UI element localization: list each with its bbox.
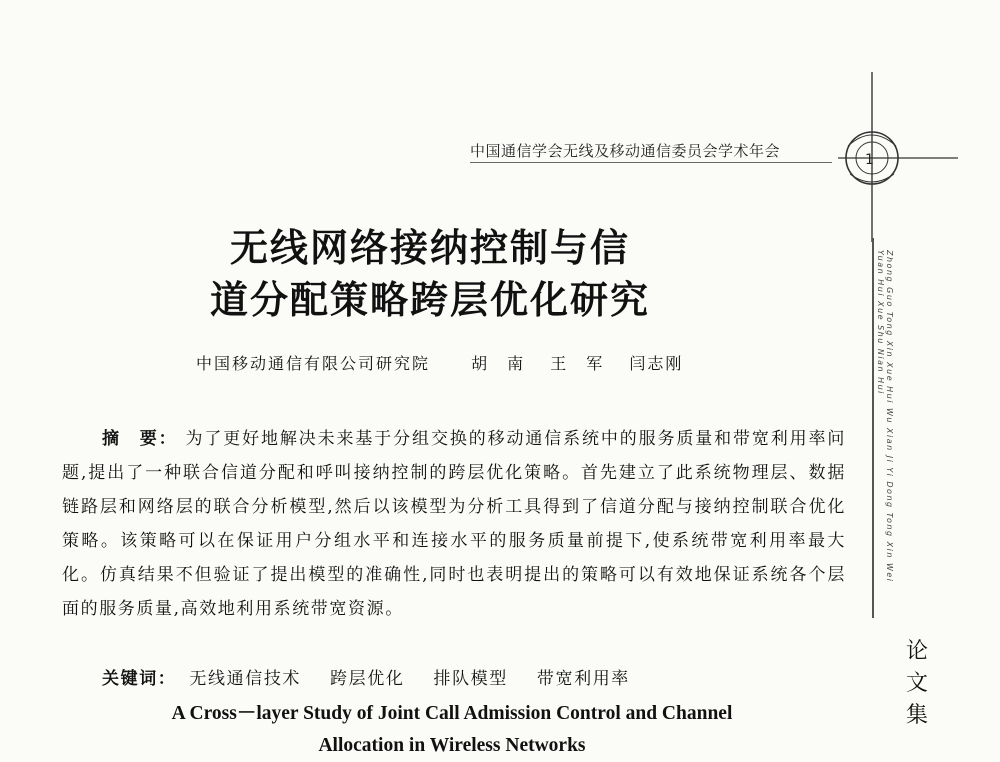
- keywords: [102, 664, 802, 689]
- author-name: 胡 南: [471, 354, 526, 373]
- side-label-char: 集: [905, 703, 928, 728]
- abstract-label: 摘 要：: [102, 429, 178, 449]
- abstract-text: 为了更好地解决未来基于分组交换的移动通信系统中的服务质量和带宽利用率问题,提出了一种联合信道分配和呼叫接纳控制的跨层优化策略。首先建立了此系统物理层、数据链路层和网络层的联合分析模型,然后以该模型为分析工具得到了信道分配与接纳控制联合优化策略。该策略可以在保证用户分组水平和连接水平的服务质量前提下,使系统带宽利用率最大化。仿真结果不但验证了提出模型的准确性,同时也表明提出的策略可以有效地保证系统各个层面的服务质量,高效地利用系统带宽资源。: [62, 429, 846, 619]
- conference-name: 中国通信学会无线及移动通信委员会学术年会: [470, 142, 781, 160]
- side-label: [900, 636, 934, 732]
- affiliation: 中国移动通信有限公司研究院: [196, 354, 431, 373]
- paper-title-line-1: 无线网络接纳控制与信: [229, 226, 630, 270]
- author-name: 王 军: [550, 354, 605, 373]
- conference-emblem-icon: [838, 72, 958, 242]
- keywords-label: 关键词：: [102, 669, 177, 689]
- side-label-char: 论: [905, 639, 928, 664]
- side-label-char: 文: [905, 671, 928, 696]
- paper-title-line-2: 道分配策略跨层优化研究: [209, 278, 650, 322]
- header-divider: [470, 162, 832, 163]
- english-title-line-1: A Cross－layer Study of Joint Call Admission Control and Channel: [171, 703, 733, 724]
- keyword: 排队模型: [433, 669, 508, 689]
- english-title-line-2: Allocation in Wireless Networks: [318, 735, 586, 756]
- vertical-pinyin-text: Zhong Guo Tong Xin Xue Hui Wu Xian Ji Yi Dong Tong Xin Wei Yuan Hui Xue Shu Nian Hui: [876, 250, 894, 583]
- svg-text:1: 1: [865, 152, 874, 168]
- abstract: [62, 422, 846, 626]
- keyword: 无线通信技术: [189, 669, 302, 689]
- keyword: 带宽利用率: [536, 669, 630, 689]
- vertical-divider: [872, 238, 874, 618]
- keyword: 跨层优化: [330, 669, 405, 689]
- english-title: [60, 698, 844, 762]
- author-name: 闫志刚: [629, 354, 684, 373]
- author-line: [196, 351, 756, 374]
- paper-title: [170, 222, 690, 326]
